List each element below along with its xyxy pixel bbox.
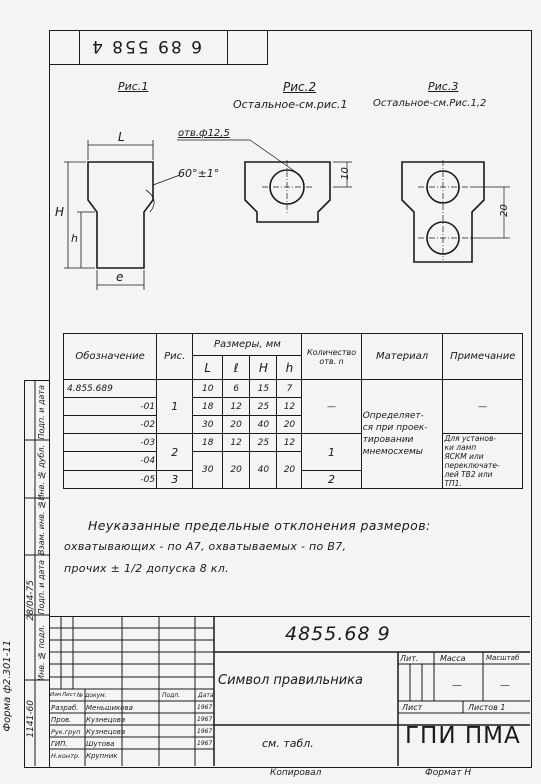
row-H: 15 [250,380,277,398]
doc-number: 4855.68 9 [285,623,391,645]
row-e: 20 [222,416,249,434]
material-line: тировании [362,435,414,445]
scale-label: Масштаб [486,654,520,662]
note-line: лей ТВ2 или [444,470,493,479]
fig2-hole-label: отв.ф12,5 [178,128,230,139]
material-line: ся при проек- [362,423,428,433]
note-dash: — [443,380,523,434]
table-row [64,434,523,452]
row-h: 12 [277,398,302,416]
note-line: ЯСКМ или [444,452,484,461]
role-name: Шутова [86,740,115,748]
row-h: 20 [277,416,302,434]
fig1-dim-h: h [71,232,78,245]
side-date-value: 28/04-75 [26,580,36,621]
row-h: 12 [277,434,302,452]
side-inv-value: 1141-60 [26,700,36,738]
row-H: 25 [250,398,277,416]
th-L: L [193,356,223,380]
row-L: 18 [193,398,223,416]
doc-title: Символ правильника [218,673,363,688]
col-sign: Подп. [162,692,181,699]
row-H: 40 [250,416,277,434]
th-count: Количество отв. n [302,334,361,380]
th-fig: Рис. [157,334,193,380]
role-date: 1967 [197,716,213,723]
row-designation: -02 [64,416,157,434]
side-label: Инв. № дубл. [37,445,46,501]
th-e: ℓ [222,356,249,380]
th-sizes: Размеры, мм [193,334,302,356]
row-e: 20 [222,452,249,489]
row-h: 7 [277,380,302,398]
fig2-part [245,162,330,222]
row-designation: -05 [64,471,157,489]
role: Н.контр. [51,752,81,760]
fig2-subtitle: Остальное-см.рис.1 [233,98,348,111]
material-cell [361,380,443,489]
role: Рук.груп [51,728,81,736]
note-line: ТП1. [444,479,462,488]
spec-table [63,333,523,489]
material-line: Определяет- [362,411,424,421]
col-izm: Изм [50,692,62,698]
th-H: H [250,356,277,380]
fig1-part [88,162,153,268]
copied-label: Копировал [270,768,322,778]
role: Разраб. [51,704,79,712]
format-label: Формат Н [425,768,472,778]
side-form: Форма ф2.301-11 [2,640,13,732]
row-L: 10 [193,380,223,398]
sheets-label: Листов 1 [468,703,506,712]
note-line-2: охватывающих - по А7, охватываемых - по В7, [64,540,347,553]
org-name: ГПИ ПМА [405,723,521,749]
fig2-title: Рис.2 [283,80,317,94]
mass-value: — [452,680,462,691]
row-h: 20 [277,452,302,489]
side-label: Взам. инв. № [37,500,46,555]
th-h: h [277,356,302,380]
row-fig-1: 1 [157,380,193,434]
col-list: Лист [62,692,76,698]
note-line: ки ламп [444,443,477,452]
fig3-title: Рис.3 [428,80,459,93]
fig3-subtitle: Остальное-см.Рис.1,2 [373,98,487,109]
th-note: Примечание [443,334,523,380]
side-label: Инв. № подл. [37,625,46,681]
mass-label: Масса [440,654,466,663]
row-H: 40 [250,452,277,489]
row-fig-2: 2 [157,434,193,471]
role-date: 1967 [197,728,213,735]
doc-material: см. табл. [262,737,314,750]
material-line: мнемосхемы [362,447,423,457]
note-cell [443,434,523,489]
fig3-dim: 20 [498,204,510,217]
row-H: 25 [250,434,277,452]
th-material: Материал [361,334,443,380]
row-L: 30 [193,416,223,434]
table-row [64,380,523,398]
fig2-dim: 10 [339,167,351,180]
note-line: Для установ- [444,434,497,443]
row-e: 6 [222,380,249,398]
fig1-angle: 60°±1° [178,167,220,180]
row-L: 30 [193,452,223,489]
role-name: Меньшикова [86,704,133,712]
role-date: 1967 [197,740,213,747]
row-L: 18 [193,434,223,452]
fig1-dim-L: L [118,130,125,144]
note-line-3: прочих ± 1/2 допуска 8 кл. [64,562,229,575]
note-line-1: Неуказанные предельные отклонения размеров: [88,518,431,533]
side-label: Подп. и дата [37,385,46,440]
row-fig-3: 3 [157,471,193,489]
row-count-dash: — [302,380,361,434]
role-date: 1967 [197,704,213,711]
scale-value: — [500,680,510,691]
col-doc: № докум. [77,692,107,699]
role: Пров. [51,716,72,724]
note-line: переключате- [444,461,500,470]
top-number: 6 89 558 4 [90,36,202,56]
row-count-1: 1 [302,434,361,471]
th-designation: Обозначение [64,334,157,380]
row-e: 12 [222,398,249,416]
row-designation: -01 [64,398,157,416]
role: ГИП. [51,740,68,748]
col-date: Дата [198,692,214,699]
side-label: Подп. и дата [37,560,46,615]
row-e: 12 [222,434,249,452]
drawings-svg [0,0,541,320]
role-name: Кузнецова [86,728,126,736]
fig1-dim-H: H [55,205,65,219]
role-name: Крупник [86,752,118,760]
fig1-dim-e: e [116,270,124,284]
row-designation: -04 [64,452,157,471]
row-designation: 4.855.689 [64,380,157,398]
row-count-2: 2 [302,471,361,489]
role-name: Кузнецова [86,716,126,724]
fig1-title: Рис.1 [118,80,149,93]
lit-label: Лит. [400,654,419,663]
row-designation: -03 [64,434,157,452]
sheet-label: Лист [402,703,423,712]
